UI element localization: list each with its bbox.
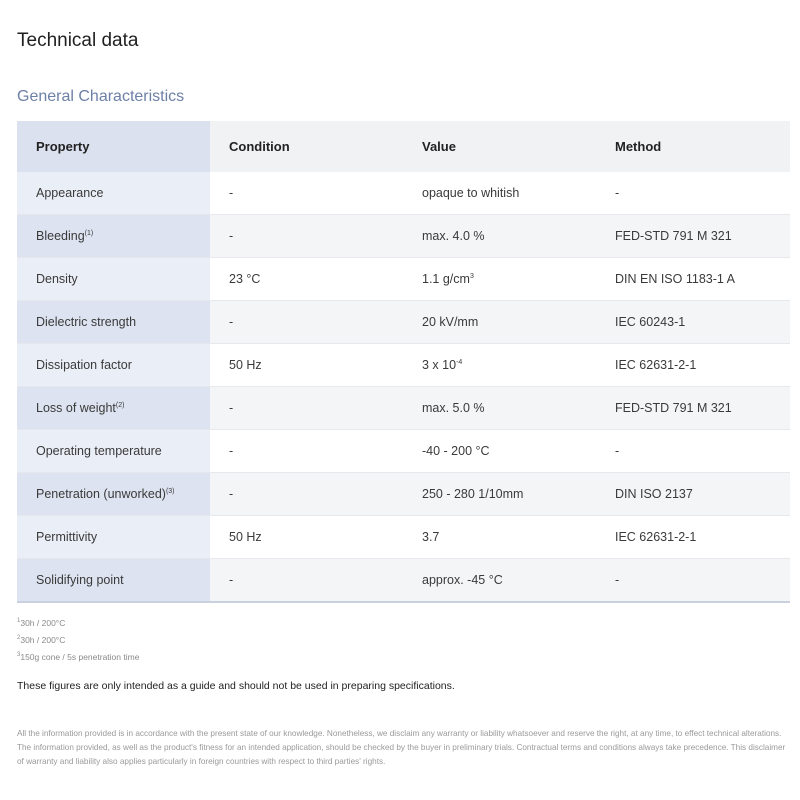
property-text: Dielectric strength <box>36 315 137 329</box>
property-text: Solidifying point <box>36 573 124 587</box>
cell-value <box>403 516 596 559</box>
table-row <box>17 301 790 344</box>
cell-method: DIN EN ISO 1183-1 A <box>596 258 790 301</box>
cell-condition: - <box>210 473 403 516</box>
footnote-mark: 2 <box>17 635 21 642</box>
value-text: opaque to whitish <box>422 186 520 200</box>
property-text: Dissipation factor <box>36 358 132 372</box>
cell-method: IEC 62631-2-1 <box>596 516 790 559</box>
cell-condition: 23 °C <box>210 258 403 301</box>
disclaimer: All the information provided is in accordance with the present state of our knowledge. Nonetheless, we disclaim any warranty or liability whatsoever and reserve the right, at any time, to effect technical alterations. The information provided, as well as the product's fitness for an intended application, should be checked by the buyer in preliminary trials. Contractual terms and conditions always take precedence. This disclaimer of warranty and liability also applies particularly in foreign countries with respect to third parties' rights. <box>17 729 786 766</box>
property-text: Density <box>36 272 78 286</box>
cell-value <box>403 301 596 344</box>
cell-property <box>17 387 210 430</box>
value-exponent: -4 <box>456 358 463 366</box>
footnote-text: 30h / 200°C <box>20 635 66 645</box>
footnote-text: 150g cone / 5s penetration time <box>20 652 140 662</box>
cell-property <box>17 344 210 387</box>
cell-property <box>17 430 210 473</box>
cell-method: FED-STD 791 M 321 <box>596 387 790 430</box>
cell-value <box>403 473 596 516</box>
footnote <box>17 632 139 649</box>
technical-data-table <box>17 121 790 603</box>
footnote-text: 30h / 200°C <box>20 618 66 628</box>
header-property: Property <box>17 121 210 172</box>
property-text: Appearance <box>36 186 104 200</box>
table-header-row <box>17 121 790 172</box>
cell-method: - <box>596 559 790 603</box>
cell-condition: - <box>210 387 403 430</box>
property-text: Operating temperature <box>36 444 162 458</box>
header-value: Value <box>403 121 596 172</box>
footnote-mark: 3 <box>17 652 21 659</box>
cell-value <box>403 215 596 258</box>
guide-note: These figures are only intended as a guide and should not be used in preparing specifications. <box>17 680 455 692</box>
header-method: Method <box>596 121 790 172</box>
cell-method: IEC 62631-2-1 <box>596 344 790 387</box>
table-row <box>17 559 790 603</box>
property-text: Bleeding <box>36 229 85 243</box>
cell-property <box>17 473 210 516</box>
header-condition: Condition <box>210 121 403 172</box>
cell-condition: - <box>210 430 403 473</box>
cell-method: - <box>596 172 790 215</box>
value-text: 3.7 <box>422 530 440 544</box>
table-row <box>17 258 790 301</box>
table-row <box>17 344 790 387</box>
cell-property <box>17 559 210 603</box>
cell-value <box>403 387 596 430</box>
footnote <box>17 649 139 666</box>
property-text: Loss of weight <box>36 401 116 415</box>
cell-method: IEC 60243-1 <box>596 301 790 344</box>
value-text: max. 5.0 % <box>422 401 485 415</box>
cell-property <box>17 258 210 301</box>
cell-value <box>403 172 596 215</box>
table-row <box>17 215 790 258</box>
section-title: General Characteristics <box>17 88 185 105</box>
value-text: 20 kV/mm <box>422 315 479 329</box>
cell-property <box>17 301 210 344</box>
footnote-mark: 1 <box>17 618 21 625</box>
cell-value <box>403 258 596 301</box>
table-row <box>17 473 790 516</box>
property-text: Permittivity <box>36 530 98 544</box>
page-title: Technical data <box>17 30 139 51</box>
cell-property <box>17 172 210 215</box>
table-body <box>17 172 790 602</box>
cell-value <box>403 559 596 603</box>
value-text: 1.1 g/cm <box>422 272 470 286</box>
table-row <box>17 387 790 430</box>
cell-condition: - <box>210 172 403 215</box>
cell-condition: 50 Hz <box>210 516 403 559</box>
cell-condition: - <box>210 559 403 603</box>
value-text: approx. -45 °C <box>422 573 503 587</box>
cell-method: DIN ISO 2137 <box>596 473 790 516</box>
property-footnote-mark: (1) <box>84 229 94 237</box>
cell-value <box>403 430 596 473</box>
property-text: Penetration (unworked) <box>36 487 166 501</box>
cell-value <box>403 344 596 387</box>
table-row <box>17 516 790 559</box>
value-text: -40 - 200 °C <box>422 444 490 458</box>
footnote <box>17 615 139 632</box>
property-footnote-mark: (2) <box>115 401 125 409</box>
cell-property <box>17 516 210 559</box>
cell-property <box>17 215 210 258</box>
table-row <box>17 172 790 215</box>
table-row <box>17 430 790 473</box>
value-text: 250 - 280 1/10mm <box>422 487 524 501</box>
cell-condition: 50 Hz <box>210 344 403 387</box>
value-text: max. 4.0 % <box>422 229 485 243</box>
property-footnote-mark: (3) <box>165 487 175 495</box>
cell-condition: - <box>210 215 403 258</box>
value-text: 3 x 10 <box>422 358 457 372</box>
cell-method: - <box>596 430 790 473</box>
cell-condition: - <box>210 301 403 344</box>
cell-method: FED-STD 791 M 321 <box>596 215 790 258</box>
footnotes <box>17 615 139 666</box>
value-exponent: 3 <box>469 272 474 280</box>
